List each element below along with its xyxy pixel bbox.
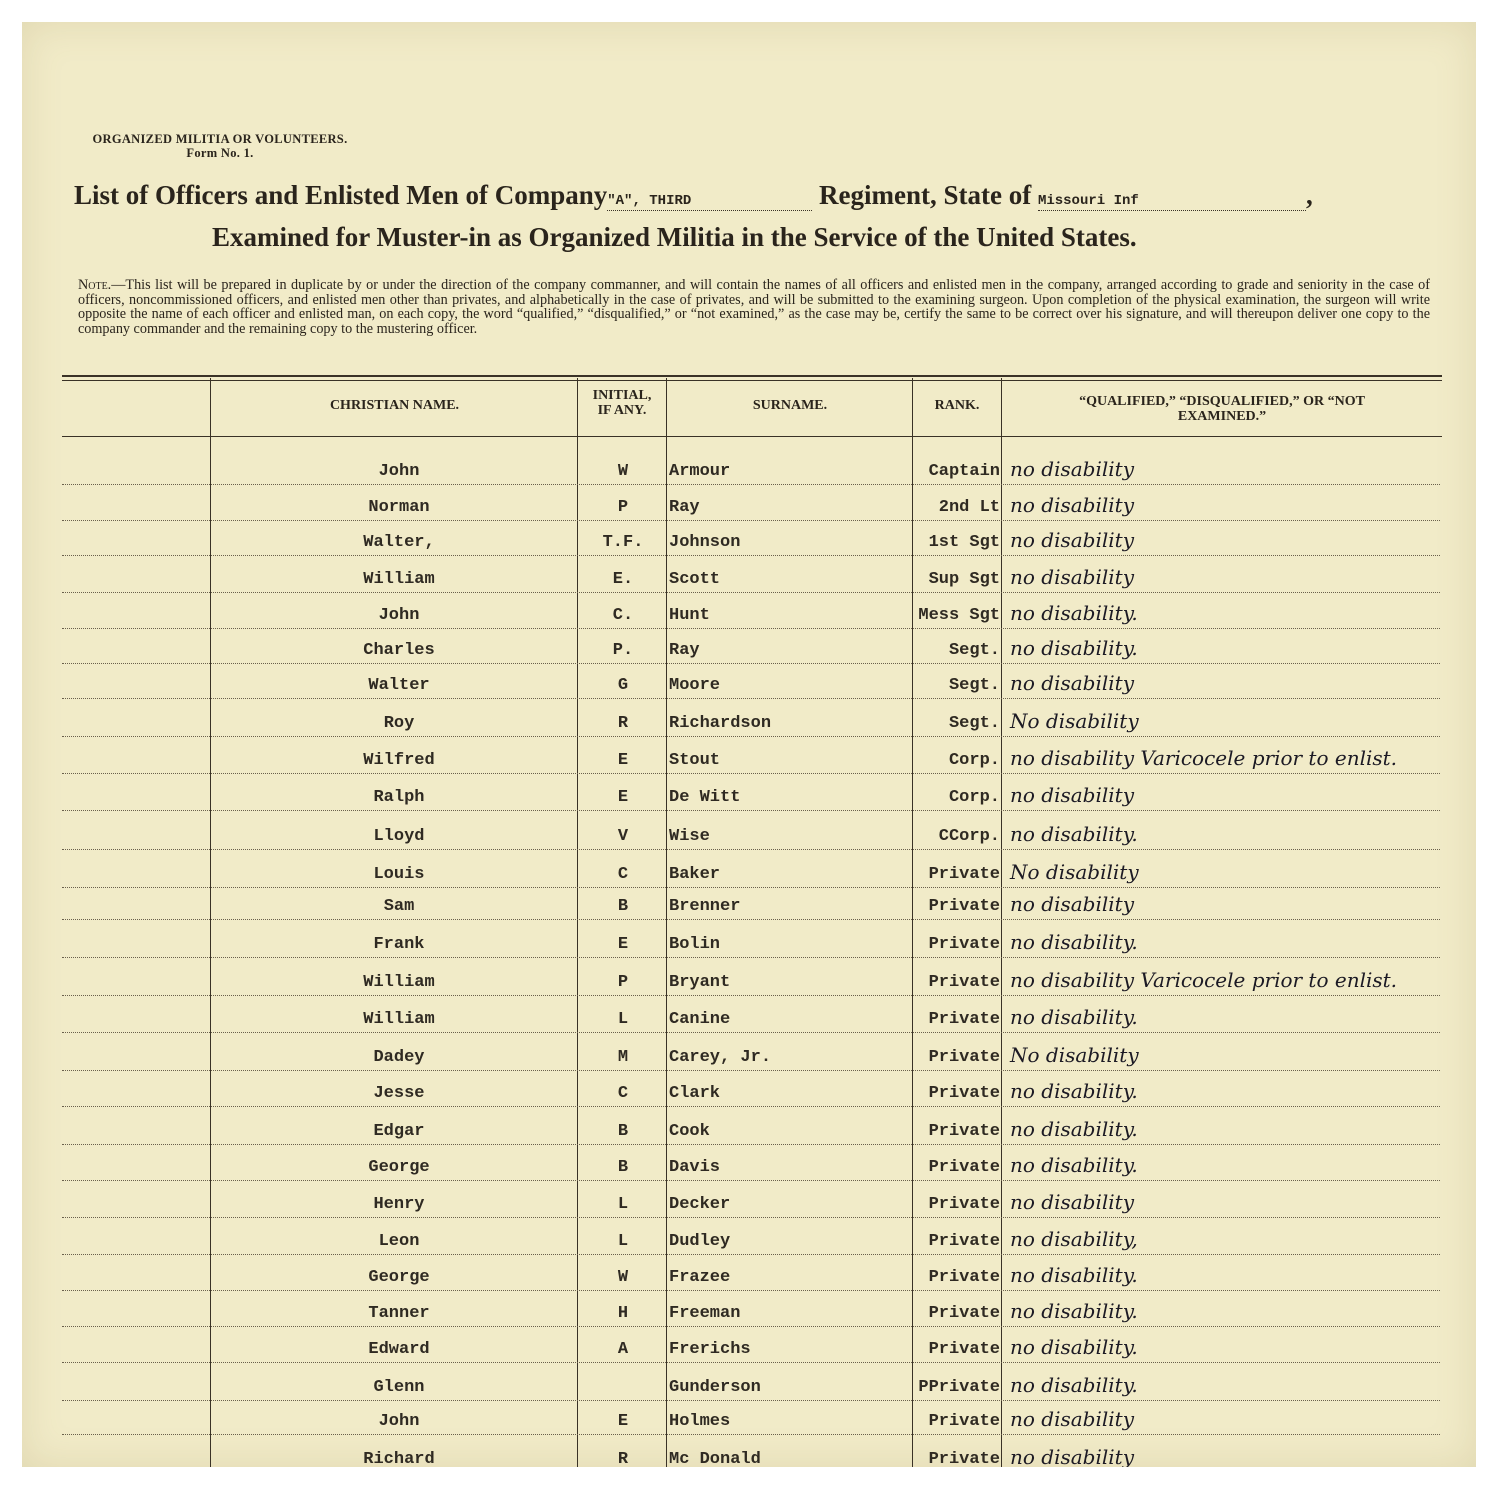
christian-name-cell: Leon [378, 1232, 420, 1251]
row-dotted-line [62, 1400, 1440, 1401]
qualification-cell: No disability [1010, 860, 1139, 884]
initial-cell: P [617, 498, 629, 517]
rank-cell: Private [928, 1412, 1000, 1431]
initial-cell: C [617, 865, 629, 884]
initial-cell: T.F. [602, 533, 644, 552]
row-dotted-line [62, 628, 1440, 629]
header-qualified-line-2: EXAMINED.” [1177, 409, 1267, 424]
christian-name-cell: Walter, [363, 533, 435, 552]
initial-cell: B [617, 897, 629, 916]
rank-cell: Private [928, 1158, 1000, 1177]
row-dotted-line [62, 592, 1440, 593]
rank-cell: Private [928, 1450, 1000, 1467]
christian-name-cell: Louis [373, 865, 425, 884]
initial-cell: E. [612, 570, 634, 589]
row-dotted-line [62, 957, 1440, 958]
initial-cell: P. [612, 641, 634, 660]
row-dotted-line [62, 663, 1440, 664]
row-dotted-line [62, 1217, 1440, 1218]
qualification-cell: no disability. [1010, 1373, 1138, 1397]
rank-cell: Private [928, 1304, 1000, 1323]
qualification-cell: no disability [1010, 1190, 1134, 1214]
row-dotted-line [62, 1180, 1440, 1181]
header-initial-line-1: INITIAL, [592, 388, 652, 403]
surname-cell: Richardson [669, 714, 772, 733]
initial-cell: A [617, 1340, 629, 1359]
initial-cell: E [617, 935, 629, 954]
rank-cell: Private [928, 1340, 1000, 1359]
muster-roll-sheet [22, 22, 1476, 1467]
rank-cell: 2nd Lt [938, 498, 1000, 517]
qualification-cell: no disability [1010, 565, 1134, 589]
qualification-cell: no disability. [1010, 636, 1138, 660]
initial-cell: B [617, 1158, 629, 1177]
christian-name-cell: William [363, 570, 435, 589]
row-dotted-line [62, 1106, 1440, 1107]
rank-cell: Private [928, 1010, 1000, 1029]
row-dotted-line [62, 887, 1440, 888]
rank-cell: Corp. [948, 751, 1000, 770]
rank-cell: Private [928, 973, 1000, 992]
state-value: Missouri Inf [1037, 193, 1139, 209]
christian-name-cell: Richard [363, 1450, 435, 1467]
rank-cell: Private [928, 865, 1000, 884]
initial-cell: B [617, 1122, 629, 1141]
surname-cell: Scott [669, 570, 721, 589]
rank-cell: Segt. [948, 676, 1000, 695]
qualification-cell: no disability [1010, 528, 1134, 552]
title-prefix: List of Officers and Enlisted Men of Company [74, 180, 608, 210]
initial-cell: C. [612, 606, 634, 625]
surname-cell: Ray [669, 498, 700, 517]
surname-cell: Dudley [669, 1232, 731, 1251]
christian-name-cell: Walter [368, 676, 430, 695]
header-rank: RANK. [934, 398, 980, 413]
surname-cell: Cook [669, 1122, 710, 1141]
surname-cell: Freeman [669, 1304, 741, 1323]
initial-cell: L [617, 1195, 629, 1214]
christian-name-cell: John [378, 1412, 420, 1431]
rank-cell: Captain [928, 462, 1000, 481]
qualification-cell: no disability, [1010, 1227, 1138, 1251]
surname-cell: Ray [669, 641, 700, 660]
initial-cell: M [617, 1048, 629, 1067]
initial-cell: V [617, 827, 629, 846]
rank-cell: Private [928, 1268, 1000, 1287]
rank-cell: Private [928, 1195, 1000, 1214]
row-dotted-line [62, 773, 1440, 774]
initial-cell: E [617, 788, 629, 807]
qualification-cell: no disability [1010, 1445, 1134, 1467]
initial-cell: W [617, 1268, 629, 1287]
initial-cell: E [617, 751, 629, 770]
qualification-cell: no disability. [1010, 601, 1138, 625]
row-dotted-line [62, 995, 1440, 996]
surname-cell: Mc Donald [669, 1450, 761, 1467]
christian-name-cell: Charles [363, 641, 435, 660]
surname-cell: Canine [669, 1010, 731, 1029]
rank-cell: Sup Sgt [928, 570, 1000, 589]
qualification-cell: no disability. [1010, 1335, 1138, 1359]
initial-cell: L [617, 1232, 629, 1251]
surname-cell: Clark [669, 1084, 721, 1103]
surname-cell: Carey, Jr. [669, 1048, 772, 1067]
surname-cell: Bryant [669, 973, 731, 992]
qualification-cell: no disability Varicocele prior to enlist. [1010, 746, 1398, 770]
christian-name-cell: John [378, 462, 420, 481]
qualification-cell: no disability. [1010, 1299, 1138, 1323]
christian-name-cell: Edward [368, 1340, 430, 1359]
row-dotted-line [62, 1144, 1440, 1145]
surname-cell: Holmes [669, 1412, 731, 1431]
row-dotted-line [62, 1326, 1440, 1327]
christian-name-cell: William [363, 1010, 435, 1029]
qualification-cell: no disability. [1010, 1005, 1138, 1029]
initial-cell: R [617, 714, 629, 733]
surname-cell: Moore [669, 676, 721, 695]
christian-name-cell: George [368, 1158, 430, 1177]
rank-cell: Corp. [948, 788, 1000, 807]
rank-cell: Private [928, 1122, 1000, 1141]
surname-cell: De Witt [669, 788, 741, 807]
qualification-cell: no disability. [1010, 930, 1138, 954]
surname-cell: Hunt [669, 606, 710, 625]
note-heading: Note. [78, 277, 112, 293]
row-dotted-line [62, 736, 1440, 737]
rank-cell: Private [928, 1048, 1000, 1067]
surname-cell: Johnson [669, 533, 741, 552]
rank-cell: Mess Sgt [918, 606, 1000, 625]
form-number: Form No. 1. [186, 146, 254, 160]
rank-cell: Private [928, 1232, 1000, 1251]
qualification-cell: no disability [1010, 671, 1134, 695]
initial-cell: E [617, 1412, 629, 1431]
christian-name-cell: Sam [383, 897, 415, 916]
row-dotted-line [62, 520, 1440, 521]
row-dotted-line [62, 1290, 1440, 1291]
qualification-cell: no disability Varicocele prior to enlist. [1010, 968, 1398, 992]
rank-cell: 1st Sgt [928, 533, 1000, 552]
surname-cell: Baker [669, 865, 721, 884]
christian-name-cell: Jesse [373, 1084, 425, 1103]
christian-name-cell: Wilfred [363, 751, 435, 770]
christian-name-cell: George [368, 1268, 430, 1287]
surname-cell: Frazee [669, 1268, 731, 1287]
christian-name-cell: William [363, 973, 435, 992]
initial-cell: L [617, 1010, 629, 1029]
header-christian-name: CHRISTIAN NAME. [329, 398, 460, 413]
company-field: "A", THIRD [607, 193, 812, 211]
qualification-cell: No disability [1010, 709, 1139, 733]
qualification-cell: no disability. [1010, 822, 1138, 846]
note-body: —This list will be prepared in duplicate by or under the direction of the company commanner, and will contain the names of all officers and enlisted men in the company, arranged according to grade and seniority in the case of officers, noncommissioned officers, and enlisted men other than privates, and alphabetically in the case of privates, and will be submitted to the examining surgeon. Upon completion of the physical examination, the surgeon will write opposite the name of each officer and enlisted man, on each copy, the word “qualified,” “disqualified,” or “not examined,” as the case may be, certify the same to be correct over his signature, and will thereupon deliver one copy to the company commander and the remaining copy to the mustering officer. [78, 277, 1430, 337]
rank-cell: CCorp. [938, 827, 1000, 846]
qualification-cell: no disability [1010, 493, 1134, 517]
company-value: "A" [607, 193, 633, 209]
qualification-cell: no disability. [1010, 1079, 1138, 1103]
initial-cell: C [617, 1084, 629, 1103]
christian-name-cell: Edgar [373, 1122, 425, 1141]
rank-cell: Segt. [948, 714, 1000, 733]
header-qualified-line-1: “QUALIFIED,” “DISQUALIFIED,” OR “NOT [1079, 394, 1365, 409]
row-dotted-line [62, 810, 1440, 811]
rank-cell: PPrivate [918, 1378, 1000, 1397]
row-dotted-line [62, 1032, 1440, 1033]
regiment-value: THIRD [649, 193, 692, 209]
header-initial-line-2: IF ANY. [597, 403, 647, 418]
christian-name-cell: Henry [373, 1195, 425, 1214]
christian-name-cell: Lloyd [373, 827, 425, 846]
initial-cell: W [617, 462, 629, 481]
qualification-cell: no disability [1010, 892, 1134, 916]
initial-cell: R [617, 1450, 629, 1467]
document-title-line-2: Examined for Muster-in as Organized Militia in the Service of the United States. [212, 222, 1137, 252]
christian-name-cell: Glenn [373, 1378, 425, 1397]
header-surname: SURNAME. [752, 398, 828, 413]
qualification-cell: no disability. [1010, 1153, 1138, 1177]
christian-name-cell: Norman [368, 498, 430, 517]
rank-cell: Private [928, 897, 1000, 916]
qualification-cell: no disability. [1010, 1117, 1138, 1141]
initial-cell: G [617, 676, 629, 695]
christian-name-cell: Tanner [368, 1304, 430, 1323]
christian-name-cell: Ralph [373, 788, 425, 807]
christian-name-cell: Dadey [373, 1048, 425, 1067]
row-dotted-line [62, 849, 1440, 850]
initial-cell: P [617, 973, 629, 992]
qualification-cell: no disability. [1010, 1263, 1138, 1287]
row-dotted-line [62, 1070, 1440, 1071]
surname-cell: Brenner [669, 897, 741, 916]
initial-cell: H [617, 1304, 629, 1323]
row-dotted-line [62, 1434, 1440, 1435]
qualification-cell: No disability [1010, 1043, 1139, 1067]
surname-cell: Armour [669, 462, 731, 481]
title-middle: Regiment, State of [819, 180, 1032, 210]
surname-cell: Davis [669, 1158, 721, 1177]
surname-cell: Stout [669, 751, 721, 770]
rank-cell: Segt. [948, 641, 1000, 660]
surname-cell: Wise [669, 827, 710, 846]
surname-cell: Gunderson [669, 1378, 761, 1397]
qualification-cell: no disability [1010, 783, 1134, 807]
roster-rows [22, 22, 1476, 1467]
surname-cell: Frerichs [669, 1340, 751, 1359]
row-dotted-line [62, 1362, 1440, 1363]
row-dotted-line [62, 1254, 1440, 1255]
rank-cell: Private [928, 935, 1000, 954]
rank-cell: Private [928, 1084, 1000, 1103]
row-dotted-line [62, 555, 1440, 556]
qualification-cell: no disability [1010, 1407, 1134, 1431]
row-dotted-line [62, 919, 1440, 920]
surname-cell: Decker [669, 1195, 731, 1214]
document-title-line-1: List of Officers and Enlisted Men of Company"A", THIRD Regiment, State of Missouri Inf , [74, 180, 1313, 210]
form-type: ORGANIZED MILITIA OR VOLUNTEERS. [92, 132, 348, 146]
christian-name-cell: Frank [373, 935, 425, 954]
christian-name-cell: John [378, 606, 420, 625]
row-dotted-line [62, 484, 1440, 485]
qualification-cell: no disability [1010, 457, 1134, 481]
surname-cell: Bolin [669, 935, 721, 954]
row-dotted-line [62, 698, 1440, 699]
christian-name-cell: Roy [383, 714, 415, 733]
